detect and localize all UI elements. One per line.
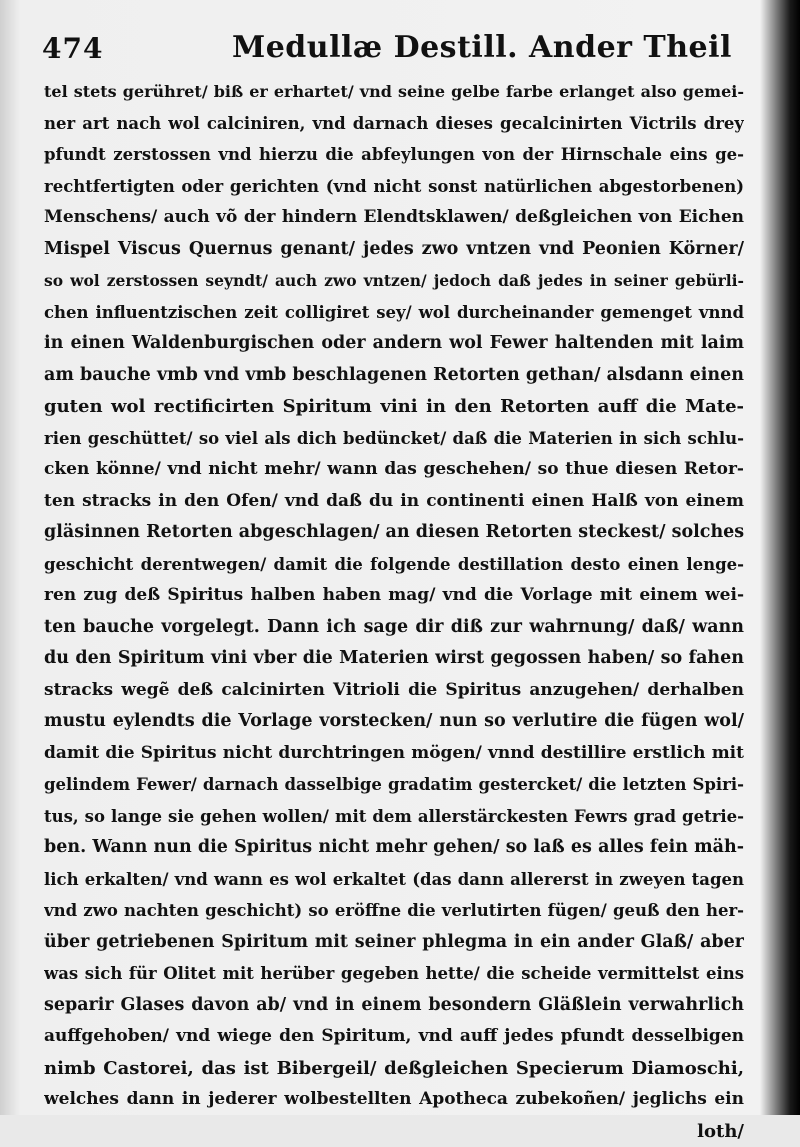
text-line: Mispel Viscus Quernus genant/ jedes zwo vntzen vnd Peonien Körner/: [44, 234, 744, 266]
text-line: loth/: [44, 1116, 744, 1147]
text-line: stracks wegẽ deß calcinirten Vitrioli die Spiritus anzugehen/ derhalben: [44, 675, 744, 707]
text-line: über getriebenen Spiritum mit seiner phlegma in ein ander Glaß/ aber: [44, 927, 744, 959]
text-line: ner art nach wol calciniren, vnd darnach dieses gecalcinirten Victrils drey: [44, 108, 744, 140]
text-line: tus, so lange sie gehen wollen/ mit dem allerstärckesten Fewrs grad getrie-: [44, 801, 744, 833]
running-title: Medullæ Destill. Ander Theil: [232, 30, 732, 65]
page-header: [42, 28, 762, 72]
text-line: pfundt zerstossen vnd hierzu die abfeylungen von der Hirnschale eins ge-: [44, 139, 744, 171]
page-number: 474: [42, 32, 103, 65]
text-line: lich erkalten/ vnd wann es wol erkaltet (das dann allererst in zweyen tagen: [44, 864, 744, 896]
text-line: vnd zwo nachten geschicht) so eröffne die verlutirten fügen/ geuß den her-: [44, 895, 744, 927]
text-line: rechtfertigten oder gerichten (vnd nicht sonst natürlichen abgestorbenen): [44, 171, 744, 203]
text-line: guten wol rectificirten Spiritum vini in den Retorten auff die Mate-: [44, 391, 744, 423]
text-line: rien geschüttet/ so viel als dich bedüncket/ daß die Materien in sich schlu-: [44, 423, 744, 455]
text-line: ten bauche vorgelegt. Dann ich sage dir diß zur wahrnung/ daß/ wann: [44, 612, 744, 644]
text-line: auffgehoben/ vnd wiege den Spiritum, vnd auff jedes pfundt desselbigen: [44, 1021, 744, 1053]
text-line: separir Glases davon ab/ vnd in einem besondern Gläßlein verwahrlich: [44, 990, 744, 1022]
text-line: ren zug deß Spiritus halben haben mag/ vnd die Vorlage mit einem wei-: [44, 580, 744, 612]
text-line: gelindem Fewer/ darnach dasselbige gradatim gestercket/ die letzten Spiri-: [44, 769, 744, 801]
text-line: du den Spiritum vini vber die Materien wirst gegossen haben/ so fahen: [44, 643, 744, 675]
text-line: ben. Wann nun die Spiritus nicht mehr gehen/ so laß es alles fein mäh-: [44, 832, 744, 864]
text-line: geschicht derentwegen/ damit die folgende destillation desto einen lenge-: [44, 549, 744, 581]
text-line: damit die Spiritus nicht durchtringen mögen/ vnnd destillire erstlich mit: [44, 738, 744, 770]
text-line: mustu eylendts die Vorlage vorstecken/ nun so verlutire die fügen wol/: [44, 706, 744, 738]
text-line: nimb Castorei, das ist Bibergeil/ deßgleichen Specierum Diamoschi,: [44, 1053, 744, 1085]
show-through-text: [40, 1072, 340, 1092]
text-line: am bauche vmb vnd vmb beschlagenen Retorten gethan/ alsdann einen: [44, 360, 744, 392]
text-line: gläsinnen Retorten abgeschlagen/ an diesen Retorten steckest/ solches: [44, 517, 744, 549]
text-line: so wol zerstossen seyndt/ auch zwo vntzen/ jedoch daß jedes in seiner gebürli-: [44, 265, 744, 297]
text-line: Menschens/ auch võ der hindern Elendtsklawen/ deßgleichen von Eichen: [44, 202, 744, 234]
body-text: [44, 76, 744, 1147]
text-line: cken könne/ vnd nicht mehr/ wann das geschehen/ so thue diesen Retor-: [44, 454, 744, 486]
text-line: in einen Waldenburgischen oder andern wol Fewer haltenden mit laim: [44, 328, 744, 360]
text-line: was sich für Olitet mit herüber gegeben hette/ die scheide vermittelst eins: [44, 958, 744, 990]
text-line: tel stets gerühret/ biß er erhartet/ vnd seine gelbe farbe erlanget also gemei-: [44, 76, 744, 108]
text-line: welches dann in jederer wolbestellten Apotheca zubekoñen/ jeglichs ein: [44, 1084, 744, 1116]
text-line: ten stracks in den Ofen/ vnd daß du in continenti einen Halß von einem: [44, 486, 744, 518]
text-line: chen influentzischen zeit colligiret sey/ wol durcheinander gemenget vnnd: [44, 297, 744, 329]
